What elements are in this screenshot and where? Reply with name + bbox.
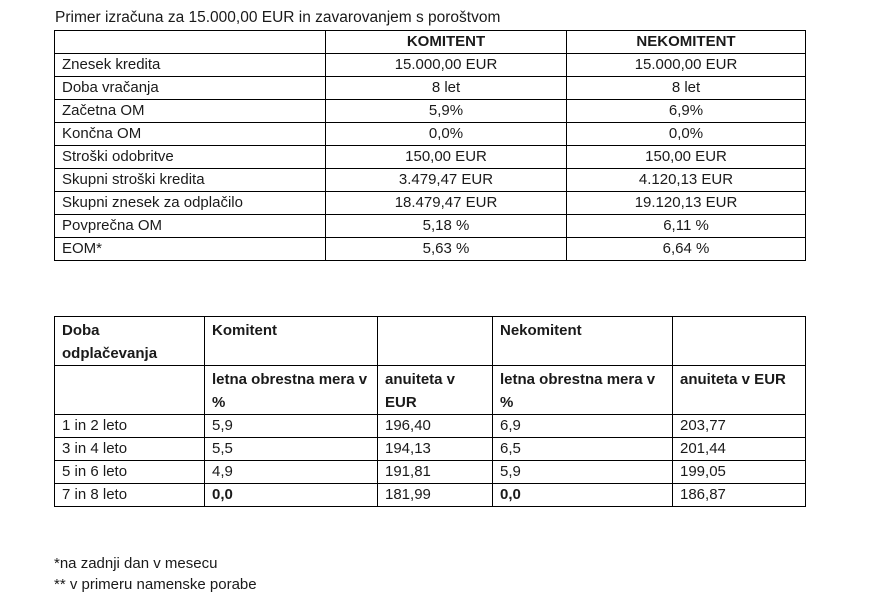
summary-komitent-value: 5,9% <box>326 100 567 123</box>
summary-row-label: Začetna OM <box>55 100 326 123</box>
schedule-komitent-annuity: 191,81 <box>378 461 493 484</box>
summary-nekomitent-value: 0,0% <box>567 123 806 146</box>
summary-nekomitent-value: 6,11 % <box>567 215 806 238</box>
schedule-komitent-annuity: 194,13 <box>378 438 493 461</box>
summary-nekomitent-value: 15.000,00 EUR <box>567 54 806 77</box>
schedule-subheader-nekomitent-rate: letna obrestna mera v % <box>493 366 673 415</box>
schedule-header-komitent: Komitent <box>205 317 378 366</box>
schedule-period: 3 in 4 leto <box>55 438 205 461</box>
schedule-komitent-annuity: 196,40 <box>378 415 493 438</box>
summary-row-label: Doba vračanja <box>55 77 326 100</box>
summary-komitent-value: 5,18 % <box>326 215 567 238</box>
schedule-subheader-komitent-rate: letna obrestna mera v % <box>205 366 378 415</box>
schedule-row <box>55 461 806 484</box>
summary-row-label: Povprečna OM <box>55 215 326 238</box>
schedule-nekomitent-rate: 6,9 <box>493 415 673 438</box>
schedule-komitent-rate: 0,0 <box>205 484 378 507</box>
schedule-header-row-2 <box>55 366 806 415</box>
summary-komitent-value: 8 let <box>326 77 567 100</box>
schedule-nekomitent-rate: 6,5 <box>493 438 673 461</box>
schedule-header-period: Doba odplačevanja <box>55 317 205 366</box>
schedule-row <box>55 415 806 438</box>
summary-row-label: Skupni znesek za odplačilo <box>55 192 326 215</box>
schedule-subheader-empty <box>55 366 205 415</box>
summary-row <box>55 146 806 169</box>
summary-nekomitent-value: 19.120,13 EUR <box>567 192 806 215</box>
summary-komitent-value: 0,0% <box>326 123 567 146</box>
summary-komitent-value: 3.479,47 EUR <box>326 169 567 192</box>
loan-summary-table <box>54 30 806 261</box>
schedule-komitent-rate: 5,9 <box>205 415 378 438</box>
summary-nekomitent-value: 150,00 EUR <box>567 146 806 169</box>
summary-row <box>55 238 806 261</box>
schedule-period: 5 in 6 leto <box>55 461 205 484</box>
summary-row <box>55 77 806 100</box>
summary-komitent-value: 5,63 % <box>326 238 567 261</box>
schedule-nekomitent-annuity: 203,77 <box>673 415 806 438</box>
footnote-purpose: ** v primeru namenske porabe <box>54 576 257 593</box>
schedule-nekomitent-rate: 0,0 <box>493 484 673 507</box>
schedule-komitent-annuity: 181,99 <box>378 484 493 507</box>
summary-nekomitent-value: 8 let <box>567 77 806 100</box>
schedule-subheader-nekomitent-annuity: anuiteta v EUR <box>673 366 806 415</box>
schedule-row <box>55 484 806 507</box>
summary-row <box>55 123 806 146</box>
schedule-row <box>55 438 806 461</box>
schedule-nekomitent-rate: 5,9 <box>493 461 673 484</box>
summary-row-label: Končna OM <box>55 123 326 146</box>
summary-komitent-value: 18.479,47 EUR <box>326 192 567 215</box>
summary-header-nekomitent: NEKOMITENT <box>567 31 806 54</box>
summary-komitent-value: 15.000,00 EUR <box>326 54 567 77</box>
summary-header-komitent: KOMITENT <box>326 31 567 54</box>
summary-row-label: Stroški odobritve <box>55 146 326 169</box>
schedule-nekomitent-annuity: 186,87 <box>673 484 806 507</box>
repayment-schedule-table <box>54 316 806 507</box>
schedule-nekomitent-annuity: 199,05 <box>673 461 806 484</box>
schedule-header-empty <box>673 317 806 366</box>
summary-nekomitent-value: 6,64 % <box>567 238 806 261</box>
schedule-period: 1 in 2 leto <box>55 415 205 438</box>
summary-header-empty <box>55 31 326 54</box>
schedule-komitent-rate: 5,5 <box>205 438 378 461</box>
summary-row <box>55 215 806 238</box>
schedule-period: 7 in 8 leto <box>55 484 205 507</box>
summary-row <box>55 100 806 123</box>
footnotes <box>54 553 257 595</box>
document-title: Primer izračuna za 15.000,00 EUR in zavarovanjem s poroštvom <box>55 9 501 26</box>
summary-row <box>55 54 806 77</box>
footnote-eom: *na zadnji dan v mesecu <box>54 555 218 572</box>
schedule-header-row-1 <box>55 317 806 366</box>
summary-row-label: Znesek kredita <box>55 54 326 77</box>
schedule-subheader-komitent-annuity: anuiteta v EUR <box>378 366 493 415</box>
summary-nekomitent-value: 4.120,13 EUR <box>567 169 806 192</box>
schedule-header-nekomitent: Nekomitent <box>493 317 673 366</box>
summary-row <box>55 192 806 215</box>
summary-komitent-value: 150,00 EUR <box>326 146 567 169</box>
summary-row <box>55 169 806 192</box>
schedule-header-empty <box>378 317 493 366</box>
schedule-nekomitent-annuity: 201,44 <box>673 438 806 461</box>
schedule-komitent-rate: 4,9 <box>205 461 378 484</box>
summary-row-label: EOM* <box>55 238 326 261</box>
summary-nekomitent-value: 6,9% <box>567 100 806 123</box>
summary-header-row <box>55 31 806 54</box>
summary-row-label: Skupni stroški kredita <box>55 169 326 192</box>
